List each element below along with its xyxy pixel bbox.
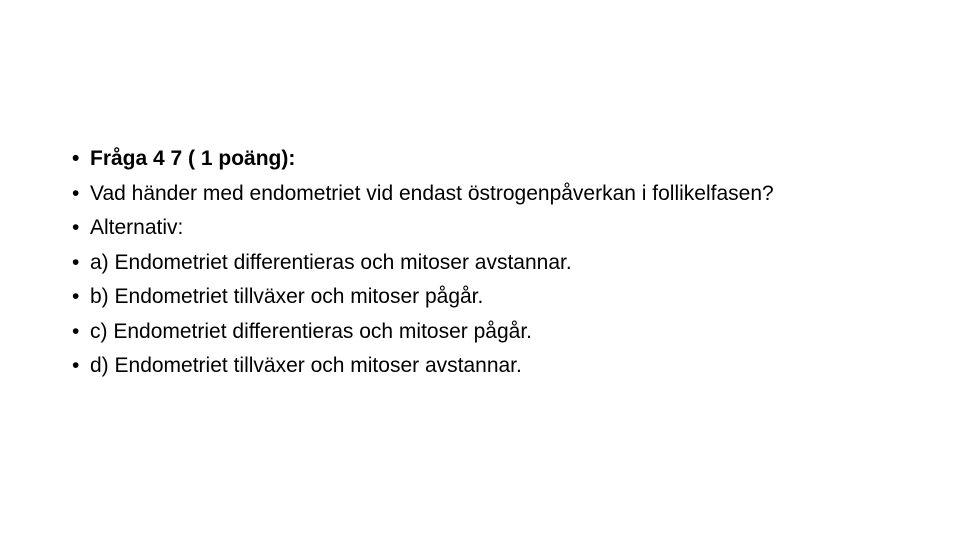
bullet-dot-icon: • [72, 181, 80, 205]
slide-content [72, 146, 892, 388]
bullet-dot-icon: • [72, 319, 80, 343]
bullet-option-b [72, 284, 892, 309]
bullet-text: a) Endometriet differentieras och mitoser avstannar. [90, 250, 572, 274]
bullet-question-text [72, 181, 892, 206]
bullet-dot-icon: • [72, 147, 80, 170]
bullet-list [72, 146, 892, 378]
bullet-question-title [72, 146, 892, 171]
bullet-text: Alternativ: [90, 216, 184, 239]
bullet-dot-icon: • [72, 285, 80, 308]
bullet-dot-icon: • [72, 250, 80, 274]
bullet-text: b) Endometriet tillväxer och mitoser pågår. [90, 285, 484, 308]
bullet-text: Fråga 4 7 ( 1 poäng): [90, 147, 296, 170]
bullet-option-d [72, 353, 892, 378]
bullet-option-c [72, 319, 892, 344]
bullet-text: Vad händer med endometriet vid endast östrogenpåverkan i follikelfasen? [90, 181, 774, 205]
bullet-text: c) Endometriet differentieras och mitoser pågår. [90, 319, 532, 343]
bullet-dot-icon: • [72, 354, 80, 377]
bullet-alternatives-heading [72, 215, 892, 240]
bullet-option-a [72, 250, 892, 275]
bullet-text: d) Endometriet tillväxer och mitoser avstannar. [90, 354, 522, 377]
bullet-dot-icon: • [72, 216, 80, 239]
